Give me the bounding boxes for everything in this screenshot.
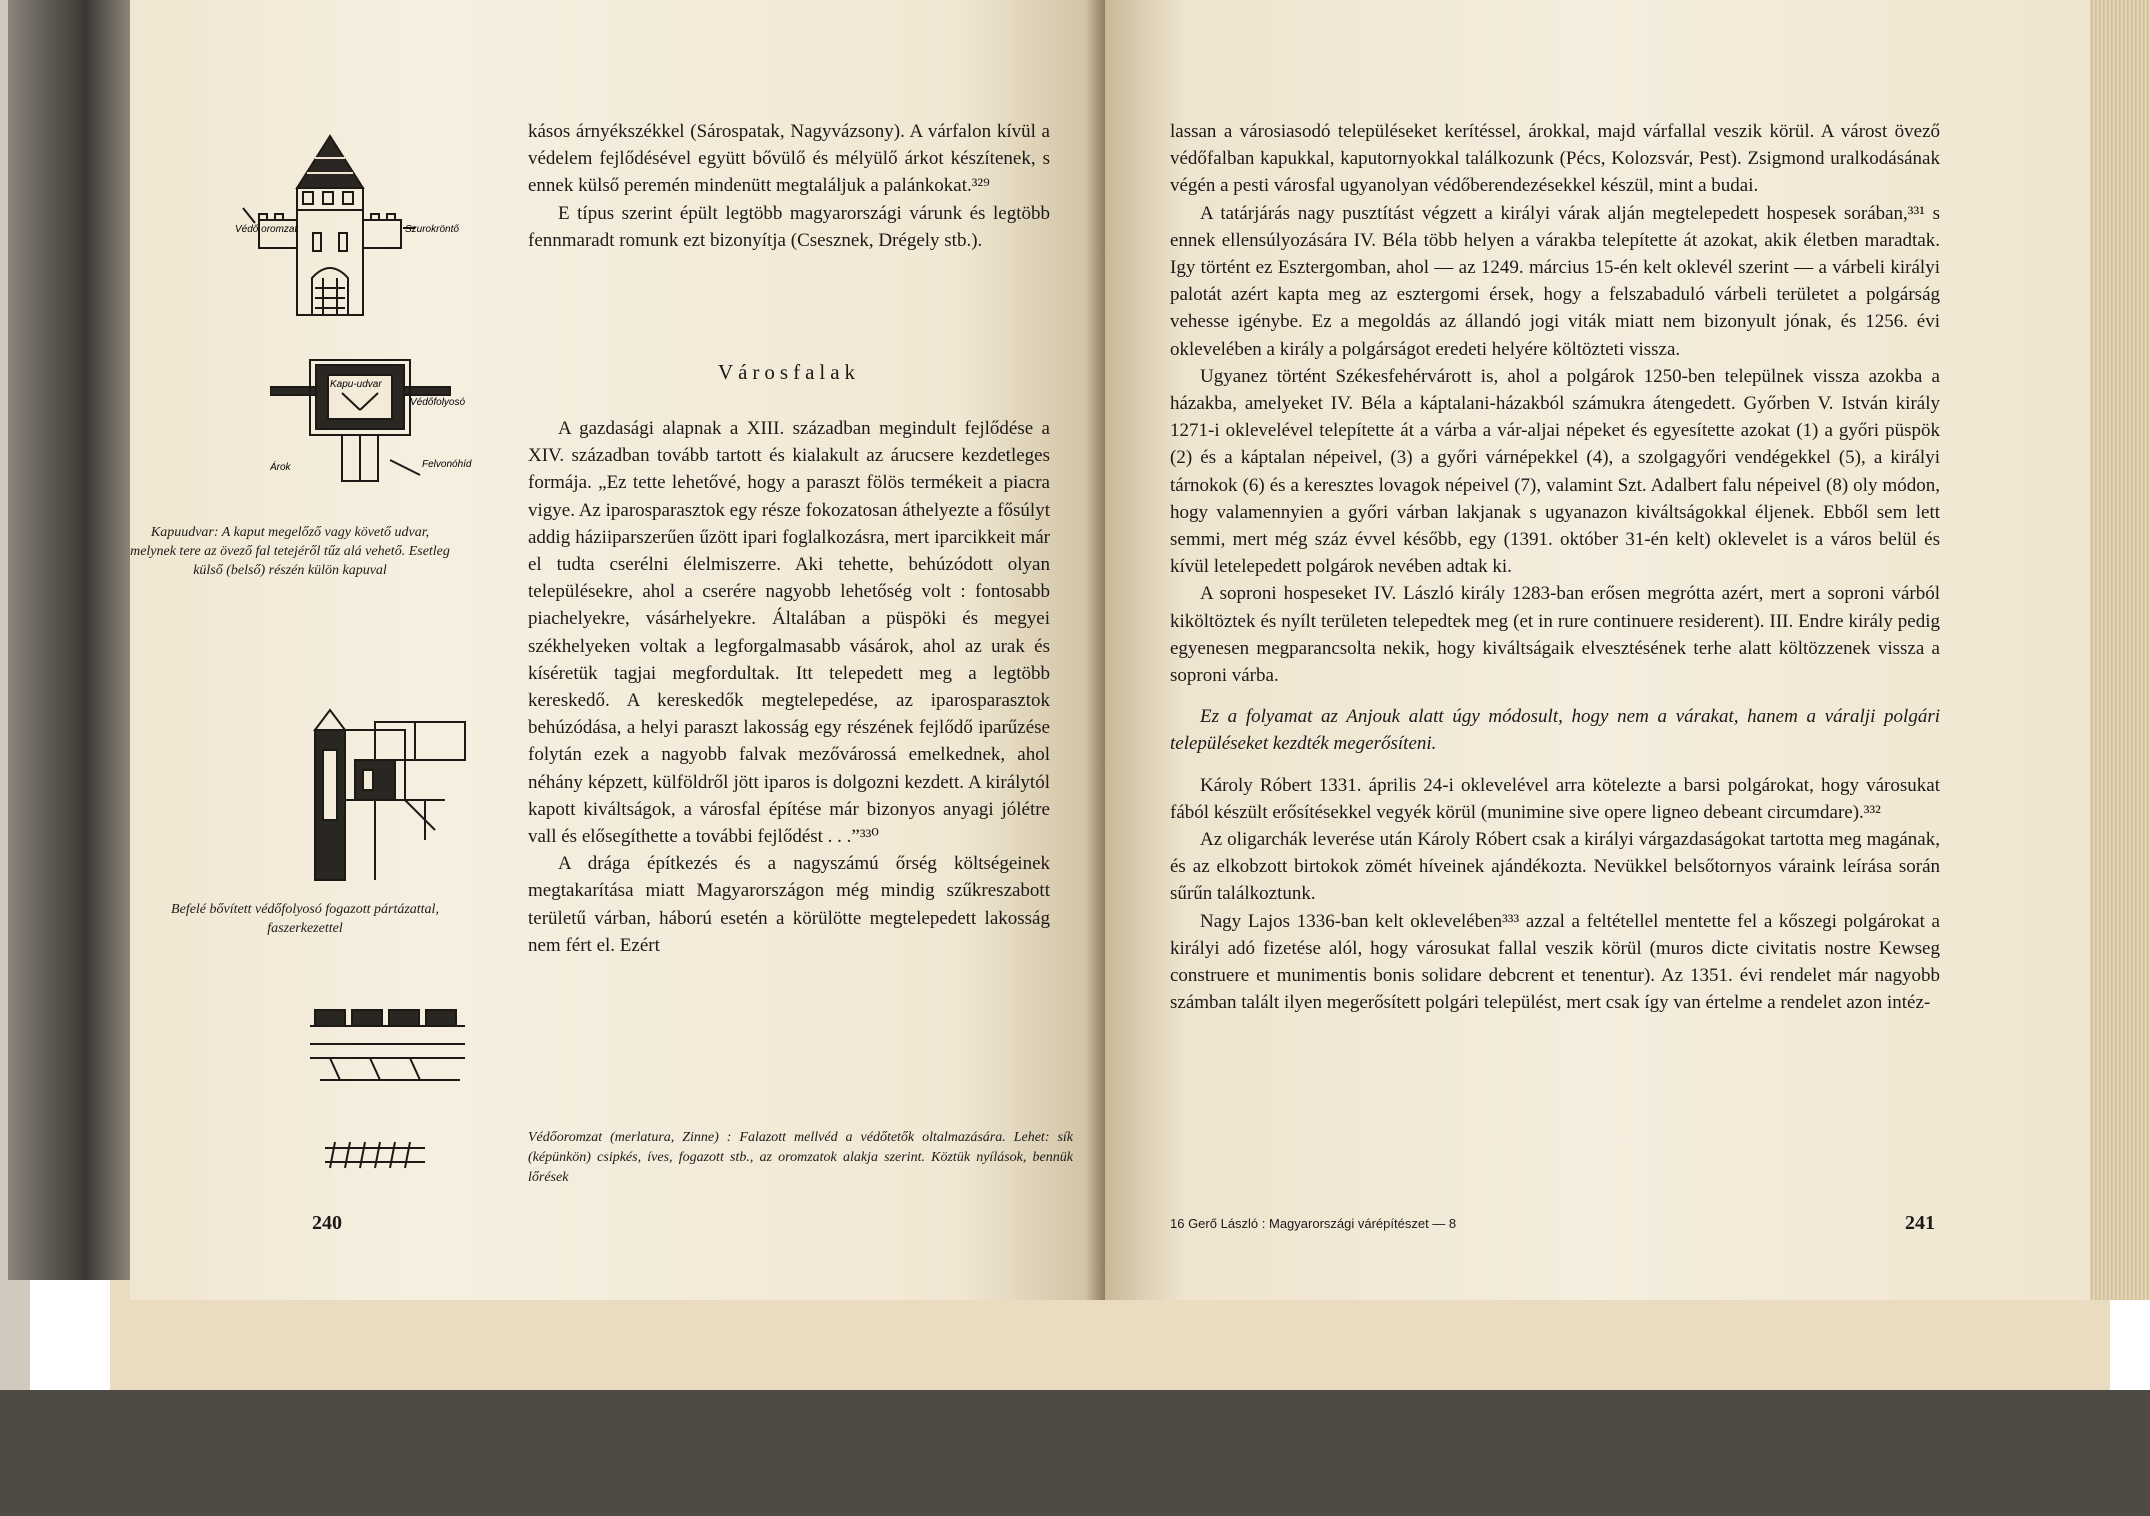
- paragraph: A soproni hospeseket IV. László király 1283-ban erősen megrótta azért, mert a soproni várból kiköltöztek és nyílt területen telepedtek meg (et in rure continuere residerent). III. Endre király pedig egyenesen megparancsolta nekik, hogy kiváltságaik elvesztésének terhe alatt költözzenek vissza a soproni várba.: [1170, 583, 1940, 687]
- masonry-sketch: [320, 1140, 430, 1170]
- label-vedo-oromzat: Védő oromzat: [235, 224, 298, 235]
- paragraph: E típus szerint épült legtöbb magyarországi várunk és legtöbb fennmaradt romunk ezt bizonyítja (Csesznek, Drégely stb.).: [528, 202, 1050, 251]
- caption-vedofolyoso: Befelé bővített védőfolyosó fogazott pártázattal, faszerkezettel: [171, 902, 439, 936]
- gate-tower-drawing: [235, 128, 460, 318]
- right-page: [1105, 0, 2090, 1300]
- paragraph: lassan a városiasodó településeket kerítéssel, árokkal, majd várfallal veszik körül. A várost övező védőfalban kapukkal, kaputornyokkal találkozunk (Pécs, Kolozsvár, Pest). Zsigmond uralkodásának végén a pesti városfal ugyanolyan védőberendezésekkel készül, mint a budai.: [1170, 121, 1940, 197]
- paragraph: Nagy Lajos 1336-ban kelt oklevelében³³³ azzal a feltétellel mentette fel a kőszegi polgárokat a királyi adó fizetése alól, hogy városukat fallal veszik körül (muros dicte civitatis nostre Kewseg construere et munimentis bonis solidare debcrent et tenentur). Az 1351. évi rendelet már nagyobb számban talált ilyen megerősített polgári települést, mert csak így van értelme a rendelet azon intéz-: [1170, 910, 1940, 1014]
- left-page: [130, 0, 1105, 1300]
- paragraph: Károly Róbert 1331. április 24-i oklevelével arra kötelezte a barsi polgárokat, hogy városukat fából készült erősítésekkel vegyék körül (munimine sive opere ligneo debeant circumdare).³³²: [1170, 774, 1940, 823]
- label-felvonohid: Felvonóhíd: [422, 459, 472, 470]
- printer-signature: 16 Gerő László : Magyarországi várépítészet — 8: [1170, 1216, 1457, 1231]
- label-kapu-udvar: Kapu-udvar: [330, 379, 382, 390]
- merlon-drawing: [310, 1000, 470, 1090]
- scanner-bottom-band: [0, 1390, 2150, 1516]
- paragraph: kásos árnyékszékkel (Sárospatak, Nagyvázsony). A várfalon kívül a védelem fejlődésével együtt bővülő és mélyülő árkot készítenek, s ennek külső peremén mindenütt megtaláljuk a palánkokat.³²⁹: [528, 121, 1050, 197]
- paragraph: Az oligarchák leverése után Károly Róbert csak a királyi várgazdaságokat tartotta meg magának, és az elkobzott birtokok zömét híveinek ajándékozta. Nevükkel belsőtornyos váraink leírása során sűrűn találkoztunk.: [1170, 829, 1940, 905]
- paragraph: A tatárjárás nagy pusztítást végzett a királyi várak alján megtelepedett hospesek sorában,³³¹ s ennek ellensúlyozására IV. Béla több helyen a várakba telepítette át azokat, akik életben maradtak. Igy történt ez Esztergomban, ahol — az 1249. március 15-én kelt oklevél szerint — a várbeli királyi palotát azért kapta meg az esztergomi érsek, hogy a felszabaduló várbeli területet a polgárság vehesse igénybe. Ez a megoldás az állandó jogi viták miatt nem bizonyult jónak, és 1256. évi oklevelében a király a polgárságot eredeti helyére költözteti vissza.: [1170, 202, 1940, 360]
- wall-section-drawing: [305, 700, 480, 885]
- left-text-intro: [528, 118, 1050, 254]
- gate-courtyard-plan-drawing: [270, 355, 485, 485]
- label-arok: Árok: [270, 462, 291, 473]
- page-edges-right: [2090, 0, 2150, 1300]
- label-vedofolyoso: Védőfolyosó: [410, 397, 466, 408]
- footnote-vedooromzat: Védőoromzat (merlatura, Zinne) : Falazott mellvéd a védőtetők oltalmazására. Lehet: sík (képünkön) csipkés, íves, fogazott stb., az oromzatok alakja szerint. Köztük nyílások, bennük lőrések: [528, 1130, 1073, 1185]
- paragraph: A drága építkezés és a nagyszámú őrség költségeinek megtakarítása miatt Magyarországon még mindig szűkreszabott területű várban, háború esetén a körülötte megtelepedett lakosság nem fért el. Ezért: [528, 853, 1050, 956]
- book-cover-edge-left: [8, 0, 138, 1280]
- italic-statement: Ez a folyamat az Anjouk alatt úgy módosult, hogy nem a várakat, hanem a váralji polgári településeket kezdték megerősíteni.: [1170, 706, 1940, 755]
- paragraph: Ugyanez történt Székesfehérvárott is, ahol a polgárok 1250-ben települnek vissza azokba a házakba, amelyeket IV. Béla a káptalani-házakból számukra átengedett. Győrben V. István király 1271-i oklevelével telepítette át a várba a vár-aljai népeket és egyesítette azokat (1) a győri püspök (2) és a káptalan népeivel, (3) a győri várnépekkel (4), a szolgagyőri vendégekkel (5), a királyi tárnokok (6) és a keresztes lovagok népeivel (7), valamint Szt. Adalbert falu népeivel (8) oly módon, hogy valamennyien a győri várban lakjanak s ugyanazon kiváltságokkal éljenek. Ebből sem lett semmi, mert még száz évvel később, egy (1391. október 31-én kelt) oklevelet is a város belül és kívül letelepedett polgárok nevében adtak ki.: [1170, 365, 1940, 578]
- caption-kapuudvar: Kapuudvar: A kaput megelőző vagy követő udvar, melynek tere az övező fal tetejéről tűz alá vehető. Esetleg külső (belső) részén külön kapuval: [130, 525, 450, 578]
- paragraph: A gazdasági alapnak a XIII. században megindult fejlődése a XIV. században tovább tartott és kialakult az árucsere kezdetleges formája. „Ez tette lehetővé, hogy a paraszt fölös termékeit a piacra vigye. Az iparosparasztok egy része fokozatosan áthelyezte a fősúlyt addig háziiparszerűen űzött ipari foglalkozásra, mert iparcikkeit már el tudta cserélni élelmiszerre. Aki tehette, behúzódott olyan településekre, ahol a cserére nagyobb lehetőség volt : fontosabb piachelyekre, vásárhelyekre. Általában a püspöki és megyei székhelyeken voltak a legforgalmasabb vásárok, ahol az urak és kíséretük tagjai megfordultak. Itt telepedett meg a legtöbb kereskedő. A kereskedők megtelepedése, az iparosparasztok behúzódása, a helyi paraszt lakosság egy részének fejlődő iparűzése folytán ezek a nagyobb falvak mezővárossá emelkednek, ahol néhány képzett, külföldről jött iparos is dolgozni kezdett. A királytól kapott kiváltságok, a városfal építése már bizonyos anyagi jólétre vall és elősegíthette a további fejlődést . . .”³³⁰: [528, 418, 1050, 848]
- right-text: [1170, 118, 1940, 1017]
- label-szuroronto: Szurokröntő: [405, 224, 459, 235]
- section-heading-varosfalak: Városfalak: [717, 360, 861, 384]
- left-text-section: [528, 415, 1050, 959]
- page-number-left: 240: [312, 1212, 342, 1234]
- page-number-right: 241: [1905, 1212, 1935, 1234]
